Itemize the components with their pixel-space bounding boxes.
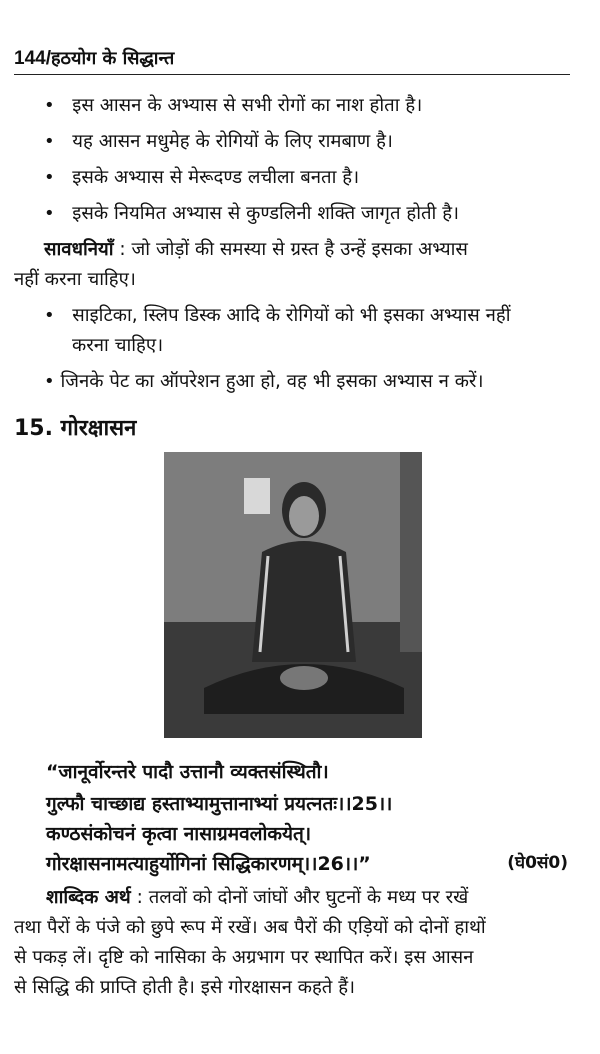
meaning-line: से सिद्धि की प्राप्ति होती है। इसे गोरक्षासन कहते हैं। <box>14 977 356 998</box>
verse-reference: (घे0सं0) <box>507 853 568 873</box>
precaution-item: • साइटिका, स्लिप डिस्क आदि के रोगियों को भी इसका अभ्यास नहीं <box>44 305 511 326</box>
meaning-paragraph: शाब्दिक अर्थ : तलवों को दोनों जांघों और घुटनों के मध्य पर रखें <box>46 887 469 908</box>
verse-line: गुल्फौ चाच्छाद्य हस्ताभ्यामुत्तानाभ्यां प्रयत्नतः।।25।। <box>46 793 393 815</box>
posture-photo-illustration <box>164 452 422 738</box>
precaution-item-cont: करना चाहिए। <box>72 335 164 356</box>
section-heading <box>14 412 136 442</box>
precautions-label: सावधनियाँ <box>44 239 114 260</box>
meaning-line: से पकड़ लें। दृष्टि को नासिका के अग्रभाग पर स्थापित करें। इस आसन <box>14 947 474 968</box>
page-header <box>14 46 570 75</box>
benefit-item: • इसके अभ्यास से मेरूदण्ड लचीला बनता है। <box>44 167 360 188</box>
section-title: गोरक्षासन <box>60 416 137 441</box>
verse-line: “जानूर्वोरन्तरे पादौ उत्तानौ व्यक्तसंस्थितौ। <box>46 761 329 783</box>
benefit-item: • यह आसन मधुमेह के रोगियों के लिए रामबाण है। <box>44 131 393 152</box>
precautions-paragraph: सावधनियाँ : जो जोड़ों की समस्या से ग्रस्त है उन्हें इसका अभ्यास <box>44 239 468 260</box>
book-title: हठयोग के सिद्धान्त <box>50 48 175 69</box>
posture-photo <box>164 452 422 738</box>
meaning-line: तथा पैरों के पंजे को छुपे रूप में रखें। अब पैरों की एड़ियों को दोनों हाथों <box>14 917 486 938</box>
verse-line: गोरक्षासनामत्याहुर्योगिनां सिद्धिकारणम्।।26।।” <box>46 853 371 875</box>
verse-line: कण्ठसंकोचनं कृत्वा नासाग्रमवलोकयेत्। <box>46 823 312 845</box>
benefit-item: • इसके नियमित अभ्यास से कुण्डलिनी शक्ति जागृत होती है। <box>44 203 460 224</box>
benefit-item: • इस आसन के अभ्यास से सभी रोगों का नाश होता है। <box>44 95 423 116</box>
meaning-label: शाब्दिक अर्थ <box>46 887 131 908</box>
precautions-paragraph-cont: नहीं करना चाहिए। <box>14 269 136 290</box>
precaution-item: • जिनके पेट का ऑपरेशन हुआ हो, वह भी इसका अभ्यास न करें। <box>44 371 484 392</box>
page-number: 144/ <box>14 48 51 69</box>
section-number: 15. <box>14 416 53 441</box>
